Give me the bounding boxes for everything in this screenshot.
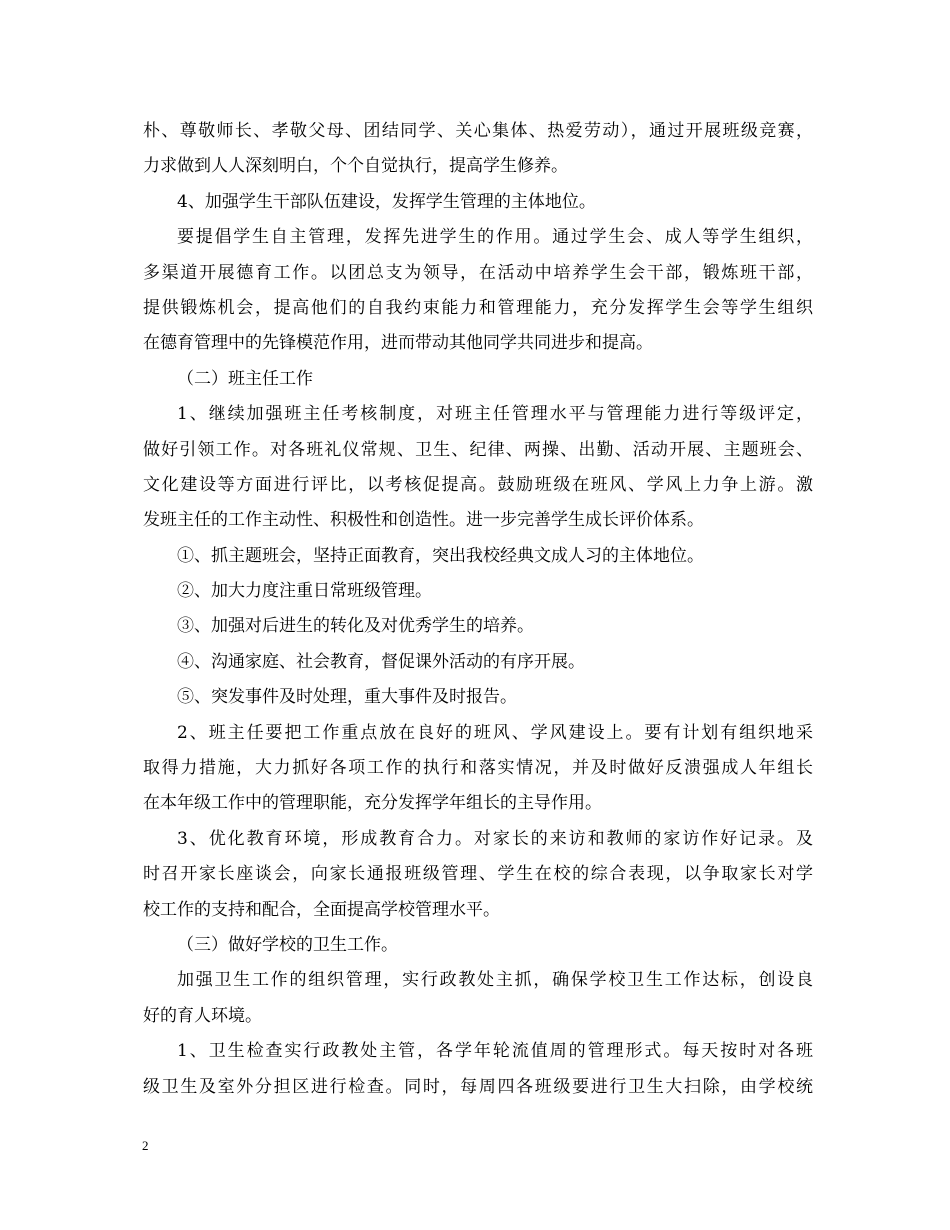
text-line: 2、班主任要把工作重点放在良好的班风、学风建设上。要有计划有组织地采	[177, 722, 813, 743]
text-line: 在本年级工作中的管理职能，充分发挥学年组长的主导作用。	[143, 793, 602, 814]
text-line: 做好引领工作。对各班礼仪常规、卫生、纪律、两操、出勤、活动开展、主题班会、	[143, 439, 813, 460]
text-line: 好的育人环境。	[143, 1005, 262, 1026]
text-line: 1、继续加强班主任考核制度，对班主任管理水平与管理能力进行等级评定，	[177, 404, 813, 425]
text-line: ⑤、突发事件及时处理，重大事件及时报告。	[177, 687, 517, 708]
text-line: 4、加强学生干部队伍建设，发挥学生管理的主体地位。	[177, 191, 596, 212]
text-line: 发班主任的工作主动性、积极性和创造性。进一步完善学生成长评价体系。	[143, 510, 704, 531]
text-line: 多渠道开展德育工作。以团总支为领导，在活动中培养学生会干部，锻炼班干部，	[143, 262, 813, 283]
text-line: 提供锻炼机会，提高他们的自我约束能力和管理能力，充分发挥学生会等学生组织	[143, 297, 813, 318]
text-line: ④、沟通家庭、社会教育，督促课外活动的有序开展。	[177, 651, 585, 672]
text-line: 加强卫生工作的组织管理，实行政教处主抓，确保学校卫生工作达标，创设良	[177, 970, 813, 991]
text-line: 1、卫生检查实行政教处主管，各学年轮流值周的管理形式。每天按时对各班	[177, 1041, 813, 1062]
text-line: 朴、尊敬师长、孝敬父母、团结同学、关心集体、热爱劳动），通过开展班级竞赛，	[143, 121, 813, 141]
text-line: 时召开家长座谈会，向家长通报班级管理、学生在校的综合表现，以争取家长对学	[143, 864, 813, 885]
text-line: 3、优化教育环境，形成教育合力。对家长的来访和教师的家访作好记录。及	[177, 828, 813, 849]
text-line: 在德育管理中的先锋模范作用，进而带动其他同学共同进步和提高。	[143, 333, 653, 354]
text-line: 取得力措施，大力抓好各项工作的执行和落实情况，并及时做好反溃强成人年组长	[143, 758, 813, 779]
text-line: 力求做到人人深刻明白，个个自觉执行，提高学生修养。	[143, 156, 568, 177]
text-line: ②、加大力度注重日常班级管理。	[177, 581, 432, 602]
text-line: （三）做好学校的卫生工作。	[177, 934, 398, 955]
text-line: 文化建设等方面进行评比，以考核促提高。鼓励班级在班风、学风上力争上游。激	[143, 474, 813, 495]
text-line: ③、加强对后进生的转化及对优秀学生的培养。	[177, 616, 534, 637]
text-line: （二）班主任工作	[177, 368, 313, 389]
text-line: ①、抓主题班会，坚持正面教育，突出我校经典文成人习的主体地位。	[177, 545, 704, 566]
document-body	[143, 114, 813, 1105]
page-number: 2	[142, 1138, 149, 1153]
text-line: 要提倡学生自主管理，发挥先进学生的作用。通过学生会、成人等学生组织，	[177, 227, 813, 248]
text-line: 级卫生及室外分担区进行检查。同时，每周四各班级要进行卫生大扫除，由学校统	[143, 1076, 813, 1097]
text-line: 校工作的支持和配合，全面提高学校管理水平。	[143, 899, 500, 920]
